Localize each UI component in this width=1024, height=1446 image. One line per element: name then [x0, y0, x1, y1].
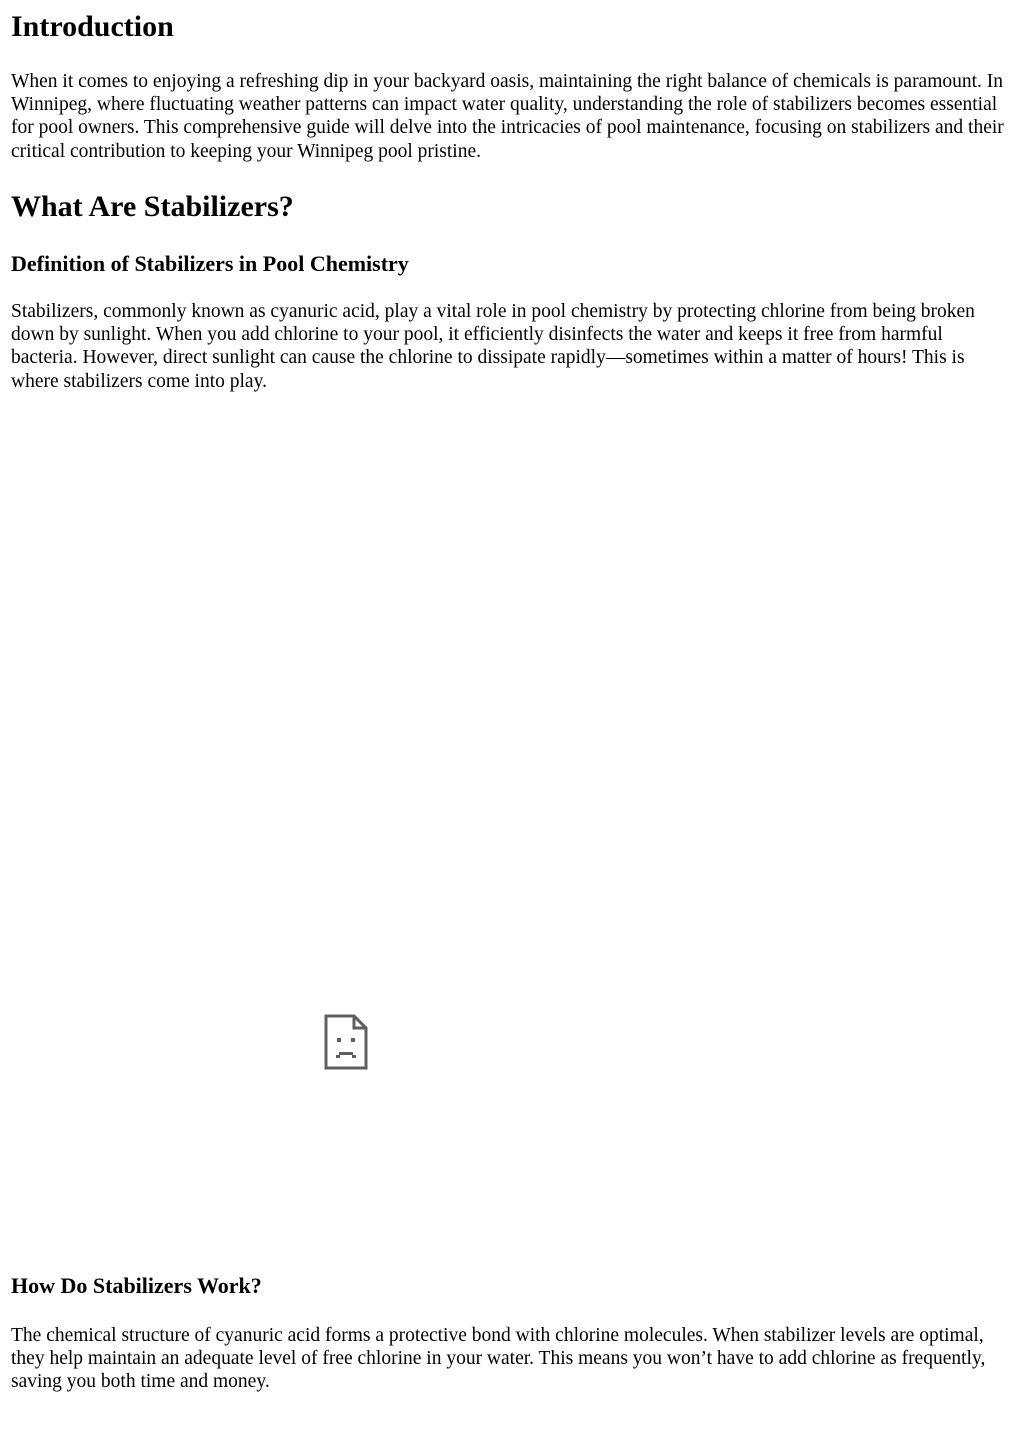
definition-paragraph: Stabilizers, commonly known as cyanuric acid, play a vital role in pool chemistry by protecting chlorine from being broken down by sunlight. When you add chlorine to your pool, it efficiently disinfects the water and keeps it free from harmful bacteria. However, direct sunlight can cause the chlorine to dissipate rapidly—sometimes within a matter of hours! This is where stabilizers come into play. — [11, 301, 975, 392]
introduction-paragraph: When it comes to enjoying a refreshing dip in your backyard oasis, maintaining the right balance of chemicals is paramount. In Winnipeg, where fluctuating weather patterns can impact water quality, understanding the role of stabilizers becomes essential for pool owners. This comprehensive guide will delve into the intricacies of pool maintenance, focusing on stabilizers and their critical contribution to keeping your Winnipeg pool pristine. — [11, 71, 1004, 162]
introduction-heading: Introduction — [11, 10, 174, 43]
definition-heading: Definition of Stabilizers in Pool Chemistry — [11, 251, 409, 276]
how-stabilizers-work-paragraph: The chemical structure of cyanuric acid forms a protective bond with chlorine molecules. When stabilizer levels are optimal, they help maintain an adequate level of free chlorine in your water. This means you won’t have to add chlorine as frequently, saving you both time and money. — [11, 1325, 986, 1393]
what-are-stabilizers-heading: What Are Stabilizers? — [11, 190, 294, 223]
broken-image-icon — [324, 1014, 368, 1070]
how-stabilizers-work-heading: How Do Stabilizers Work? — [11, 1273, 262, 1298]
